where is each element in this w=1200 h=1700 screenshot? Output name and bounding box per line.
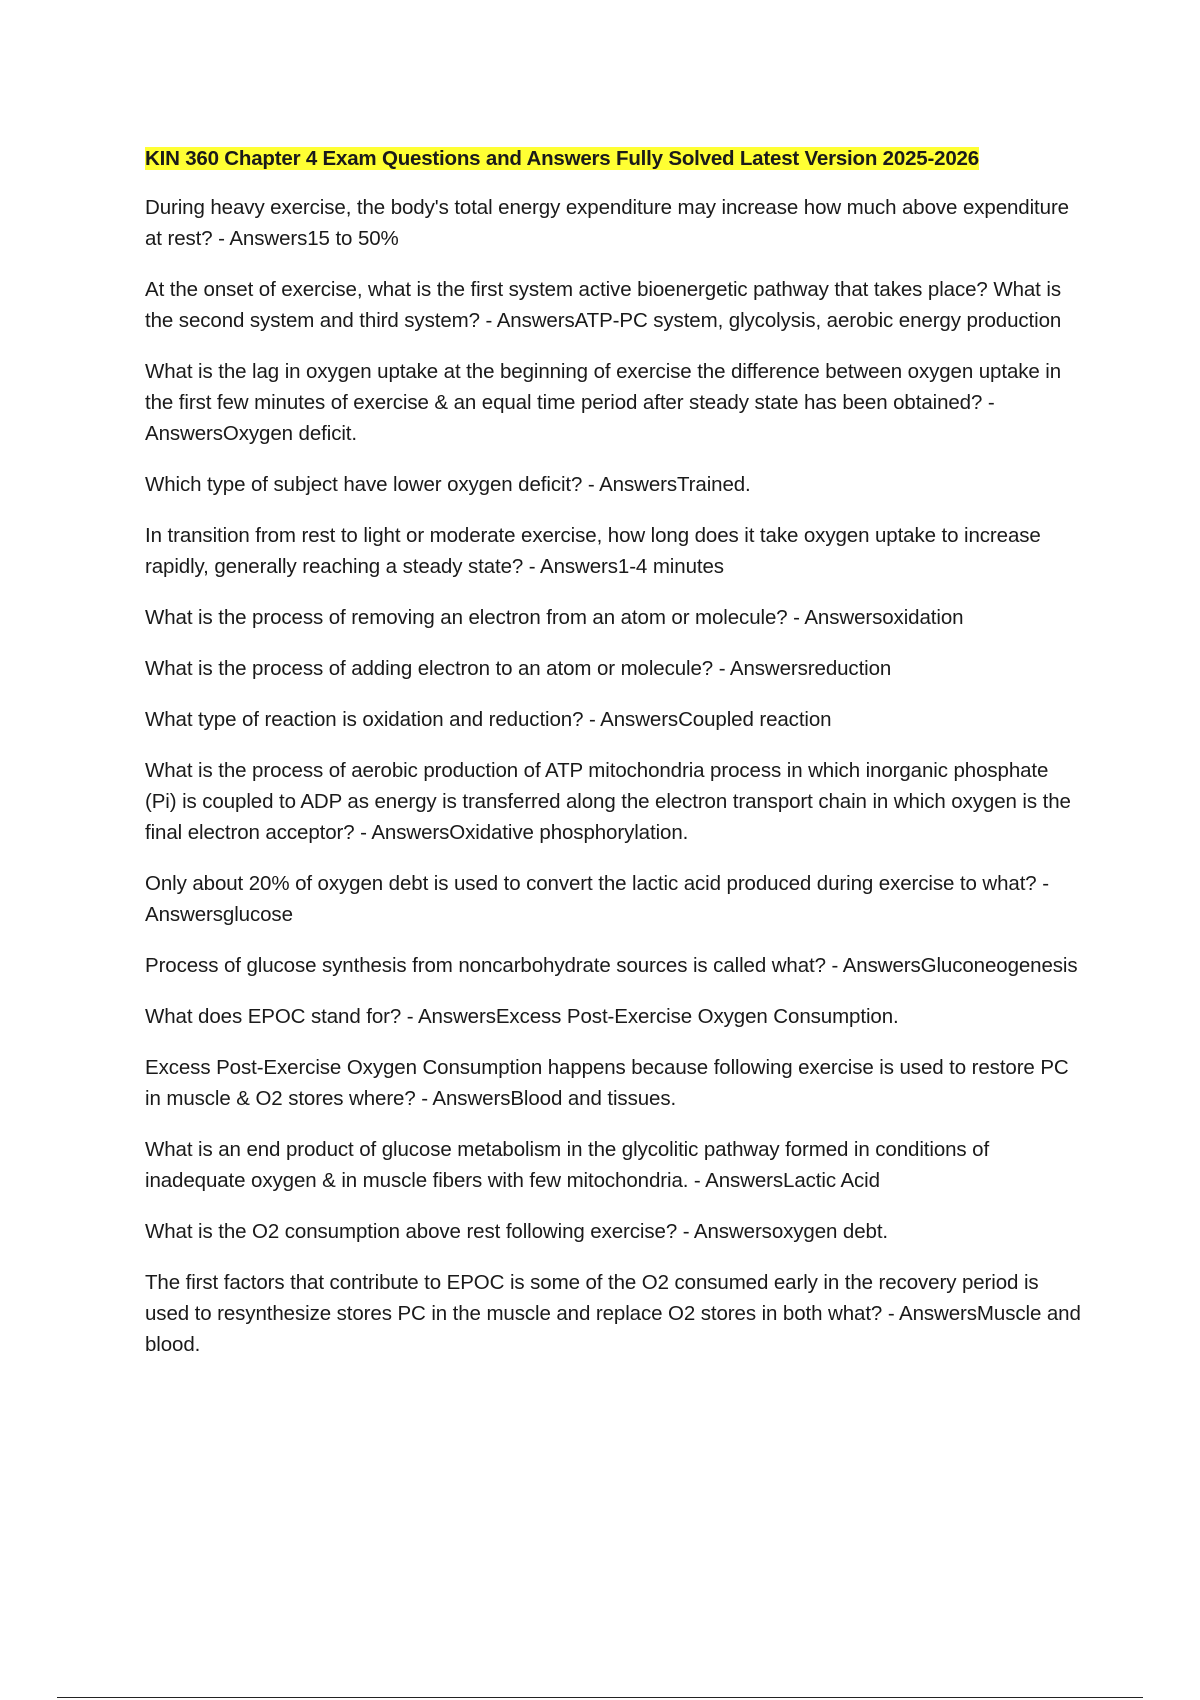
qa-item: Which type of subject have lower oxygen deficit? - AnswersTrained. (145, 473, 751, 496)
qa-item: Process of glucose synthesis from noncarbohydrate sources is called what? - AnswersGluconeogenesis (145, 954, 1078, 977)
qa-item: What is the process of adding electron to an atom or molecule? - Answersreduction (145, 657, 892, 680)
document-title: KIN 360 Chapter 4 Exam Questions and Answers Fully Solved Latest Version 2025-2026 (145, 147, 979, 170)
qa-item: What type of reaction is oxidation and reduction? - AnswersCoupled reaction (145, 708, 832, 731)
qa-item: What is an end product of glucose metabolism in the glycolitic pathway formed in conditions of inadequate oxygen & in muscle fibers with few mitochondria. - AnswersLactic Acid (145, 1138, 990, 1192)
qa-item: In transition from rest to light or moderate exercise, how long does it take oxygen uptake to increase rapidly, generally reaching a steady state? - Answers1-4 minutes (145, 524, 1041, 578)
qa-item: At the onset of exercise, what is the first system active bioenergetic pathway that takes place? What is the second system and third system? - AnswersATP-PC system, glycolysis, aerobic energy production (145, 278, 1062, 332)
qa-item: What does EPOC stand for? - AnswersExcess Post-Exercise Oxygen Consumption. (145, 1005, 899, 1028)
qa-item: What is the process of removing an electron from an atom or molecule? - Answersoxidation (145, 606, 964, 629)
qa-item: What is the O2 consumption above rest following exercise? - Answersoxygen debt. (145, 1220, 889, 1243)
qa-item: Only about 20% of oxygen debt is used to convert the lactic acid produced during exercise to what? - Answersglucose (145, 872, 1049, 926)
qa-item: Excess Post-Exercise Oxygen Consumption happens because following exercise is used to restore PC in muscle & O2 stores where? - AnswersBlood and tissues. (145, 1056, 1069, 1110)
document-body (145, 143, 1085, 1380)
qa-item: During heavy exercise, the body's total energy expenditure may increase how much above expenditure at rest? - Answers15 to 50% (145, 196, 1069, 250)
qa-item: What is the process of aerobic production of ATP mitochondria process in which inorganic phosphate (Pi) is coupled to ADP as energy is transferred along the electron transport chain in which oxygen is the final electron acceptor? - AnswersOxidative phosphorylation. (145, 759, 1071, 844)
qa-item: What is the lag in oxygen uptake at the beginning of exercise the difference between oxygen uptake in the first few minutes of exercise & an equal time period after steady state has been obtained? - AnswersOxygen deficit. (145, 360, 1062, 445)
qa-item: The first factors that contribute to EPOC is some of the O2 consumed early in the recovery period is used to resynthesize stores PC in the muscle and replace O2 stores in both what? - AnswersMuscle and blood. (145, 1271, 1081, 1356)
title-block (145, 143, 1085, 174)
footer-divider (57, 1697, 1143, 1698)
